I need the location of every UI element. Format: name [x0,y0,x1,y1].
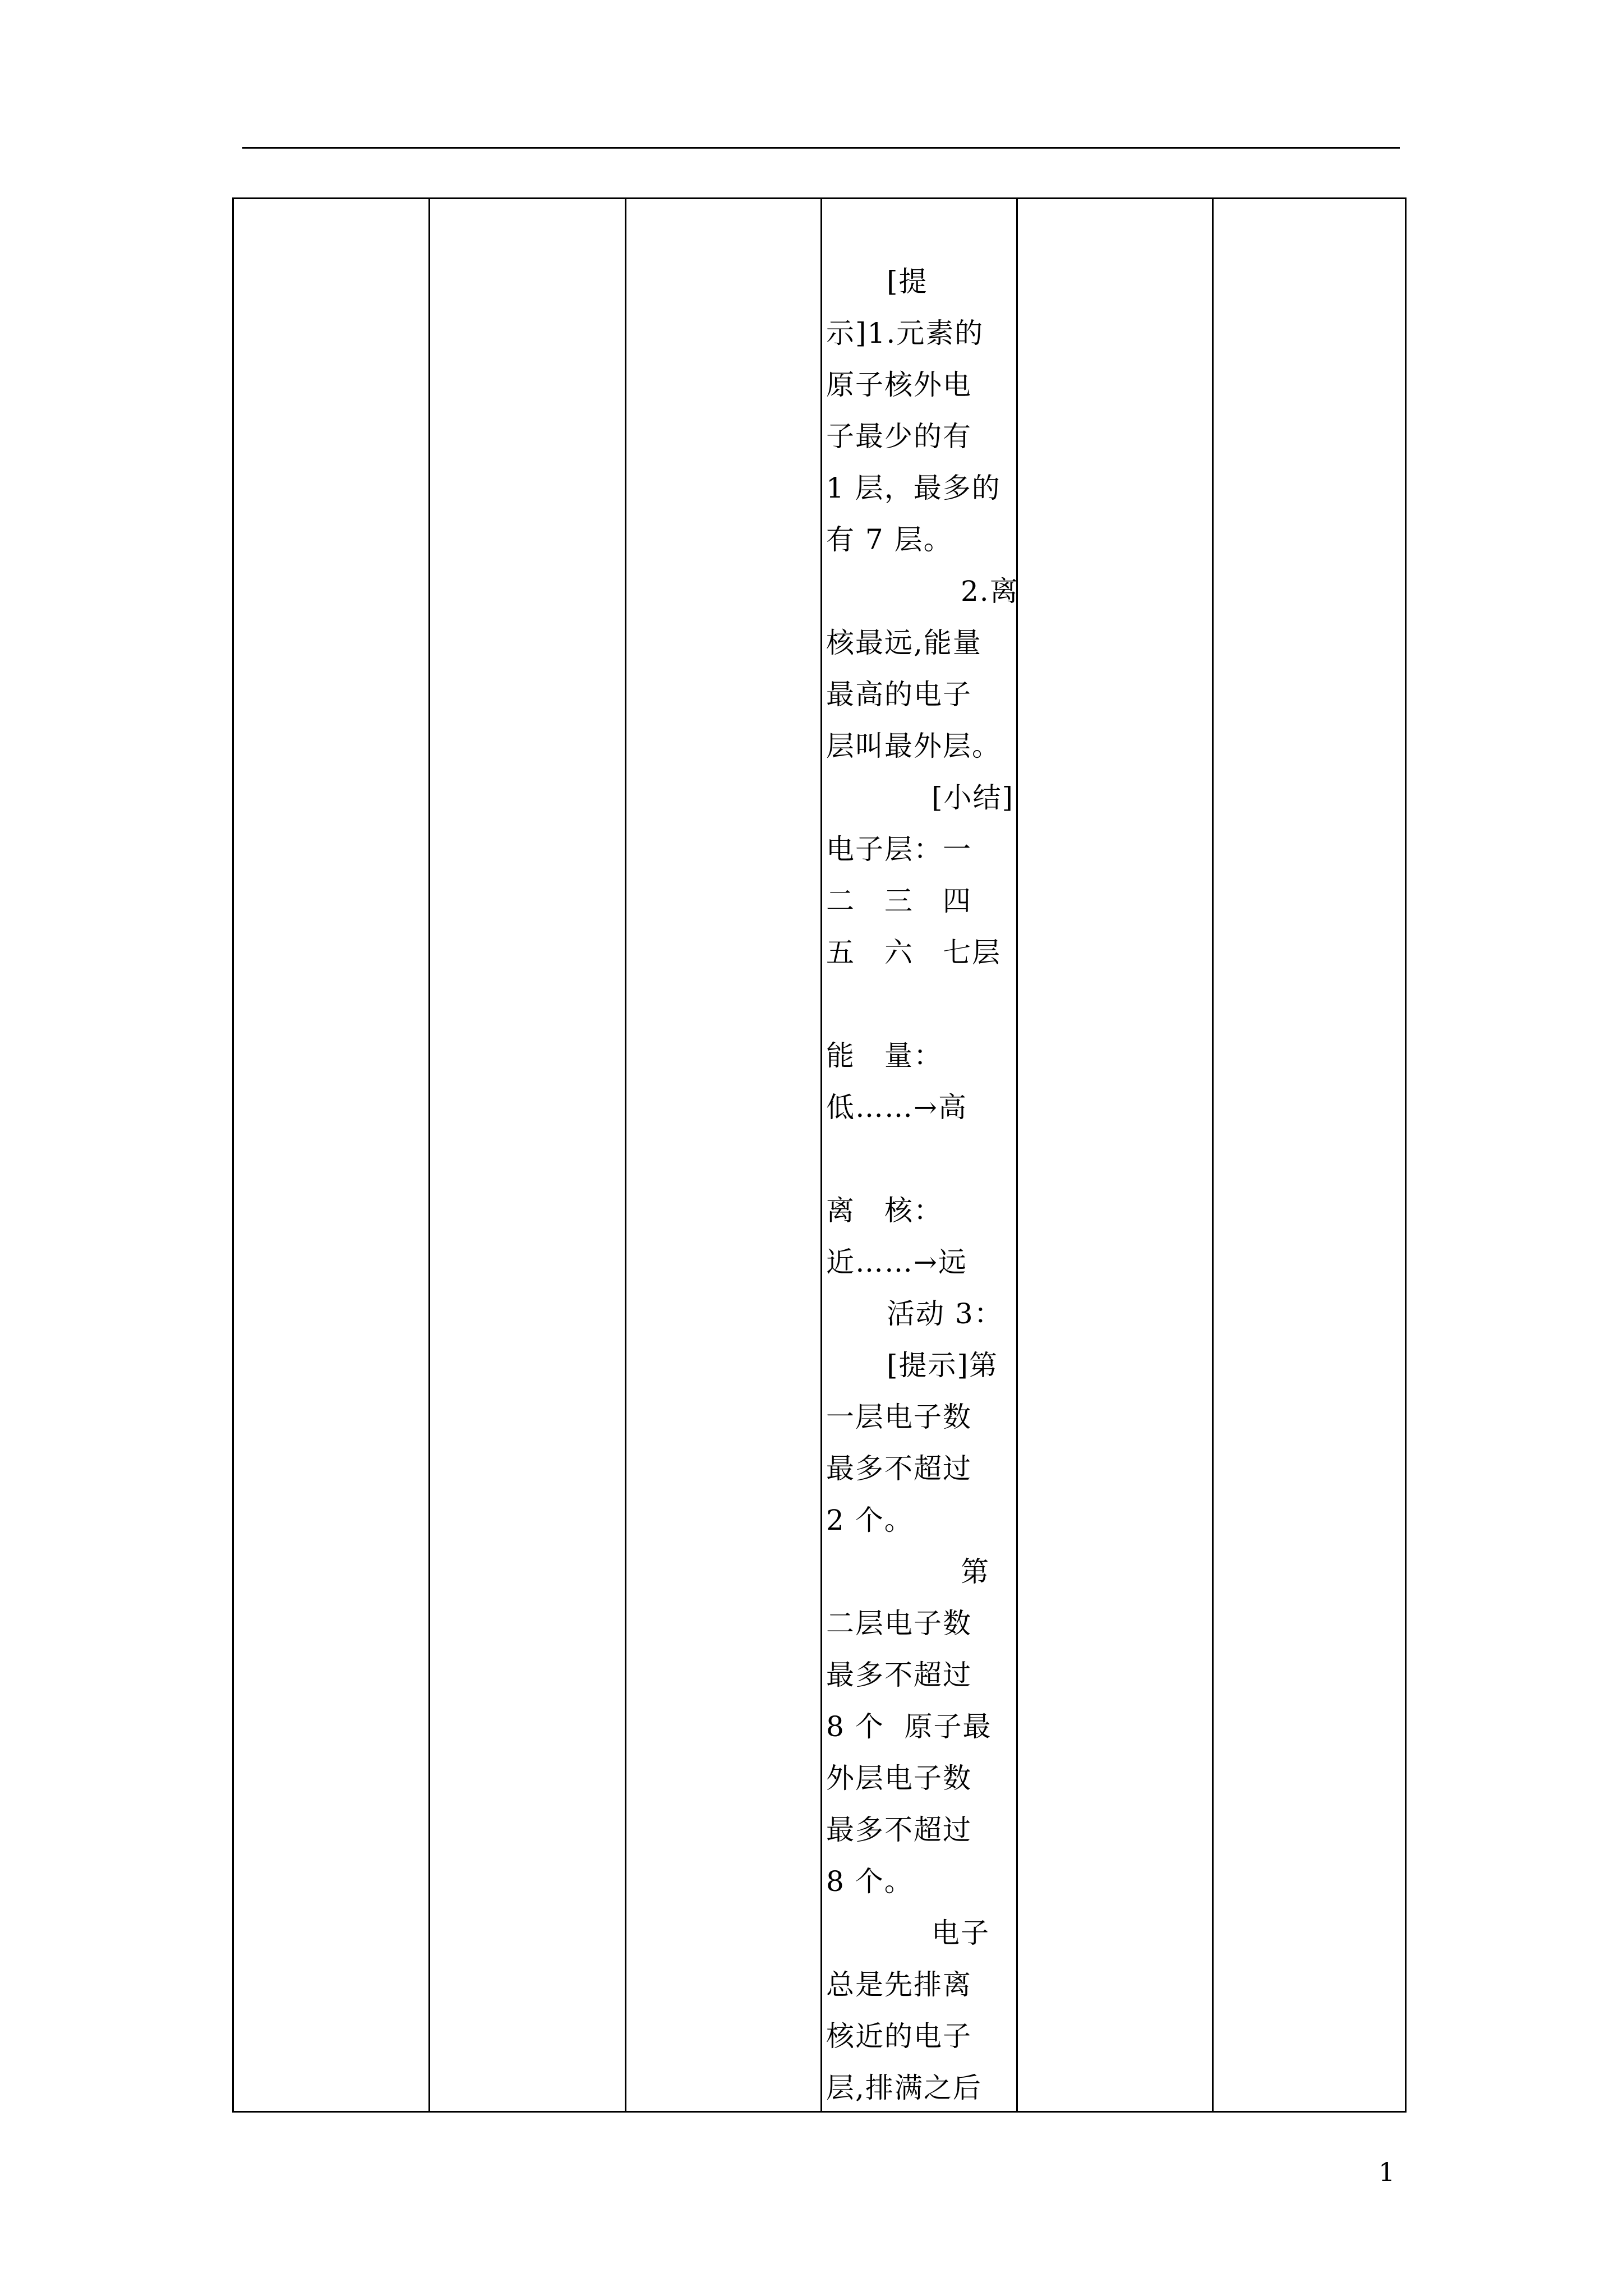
cell-line: 子最少的有 [826,420,972,453]
cell-line: 8 个 原子最 [826,1710,992,1743]
cell-line: 外层电子数 [826,1762,972,1795]
header-rule [242,147,1400,149]
cell-line: [提 [887,265,928,298]
cell-line: 8 个。 [826,1865,914,1898]
cell-line: 1 层，最多的 [826,472,1001,504]
table-cell-student-activity [826,259,1034,2105]
cell-line: 能 量： [826,1039,943,1072]
cell-line: 最高的电子 [826,678,972,711]
column-divider [1212,197,1214,2113]
cell-line: 层,排满之后 [826,2072,982,2104]
cell-line: 电子 [932,1917,990,1949]
column-divider [428,197,430,2113]
cell-line: 一层电子数 [826,1401,972,1433]
cell-line: 示]1.元素的 [826,317,984,349]
cell-line: [提示]第 [887,1349,999,1382]
column-divider [625,197,626,2113]
cell-line: 最多不超过 [826,1814,972,1846]
cell-line: [小结] [932,781,1015,814]
cell-line: 2 个。 [826,1504,914,1536]
cell-line: 低……→高 [826,1091,967,1124]
cell-line: 总是先排离 [826,1968,972,2001]
cell-line: 原子核外电 [826,369,972,401]
lesson-plan-table [232,197,1407,2113]
cell-line: 核最远,能量 [826,627,982,659]
column-divider [820,197,822,2113]
cell-line: 活动 3： [887,1297,1003,1330]
cell-line: 近……→远 [826,1246,967,1278]
cell-line: 有 7 层。 [826,523,953,556]
cell-line: 层叫最外层。 [826,730,1001,762]
cell-line: 2.离 [961,575,1019,608]
cell-line: 电子层：一 [826,833,972,866]
cell-line: 最多不超过 [826,1452,972,1485]
cell-line: 最多不超过 [826,1659,972,1691]
cell-line: 二 三 四 [826,885,972,917]
cell-line: 离 核： [826,1194,943,1227]
cell-line: 第 [961,1556,990,1588]
page-number: 1 [1378,2157,1395,2187]
cell-line: 核近的电子 [826,2020,972,2053]
cell-line: 五 六 七层 [826,936,1001,969]
cell-line: 二层电子数 [826,1607,972,1640]
